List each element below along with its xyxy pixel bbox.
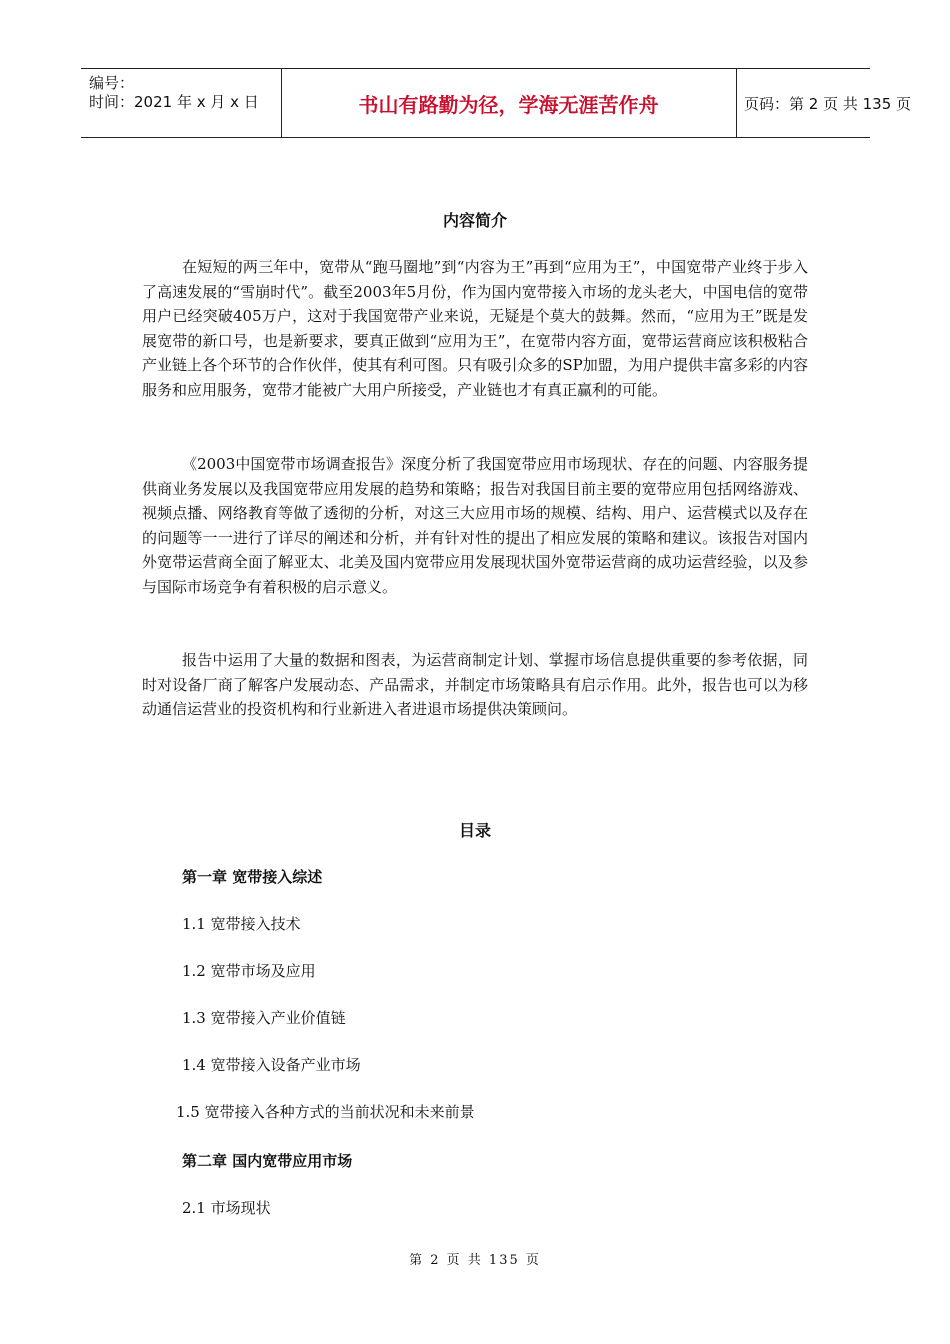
toc-chapter: 第一章 宽带接入综述 [182, 868, 323, 886]
header-motto-cell [281, 69, 737, 137]
intro-title: 内容简介 [442, 211, 507, 230]
toc-section: 1.3 宽带接入产业价值链 [182, 1009, 346, 1027]
intro-paragraph: 在短短的两三年中，宽带从“跑马圈地”到“内容为王”再到“应用为王”，中国宽带产业终于步入了高速发展的“雪崩时代”。截至2003年5月份，作为国内宽带接入市场的龙头老大，中国电信的宽带用户已经突破405万户，这对于我国宽带产业来说，无疑是个莫大的鼓舞。然而，“应用为王”既是发展宽带的新口号，也是新要求，要真正做到“应用为王”，在宽带内容方面，宽带运营商应该积极粘合产业链上各个环节的合作伙伴，使其有利可图。只有吸引众多的SP加盟，为用户提供丰富多彩的内容服务和应用服务，宽带才能被广大用户所接受，产业链也才有真正赢利的可能。 [142, 258, 808, 399]
header-page-info: 页码：第 2 页 共 135 页 [744, 95, 912, 113]
toc-section: 1.2 宽带市场及应用 [182, 962, 316, 980]
header-info-cell [81, 69, 282, 137]
toc-chapter: 第二章 国内宽带应用市场 [182, 1152, 353, 1170]
document-header [81, 68, 912, 138]
intro-paragraph: 《2003中国宽带市场调查报告》深度分析了我国宽带应用市场现状、存在的问题、内容服务提供商业务发展以及我国宽带应用发展的趋势和策略；报告对我国目前主要的宽带应用包括网络游戏、视频点播、网络教育等做了透彻的分析，对这三大应用市场的规模、结构、用户、运营模式以及存在的问题等一一进行了详尽的阐述和分析，并有针对性的提出了相应发展的策略和建议。该报告对国内外宽带运营商全面了解亚太、北美及国内宽带应用发展现状国外宽带运营商的成功运营经验，以及参与国际市场竞争有着积极的启示意义。 [142, 455, 808, 596]
toc-section: 1.5 宽带接入各种方式的当前状况和未来前景 [176, 1103, 475, 1121]
header-page-cell [736, 69, 912, 137]
toc-section: 1.4 宽带接入设备产业市场 [182, 1056, 361, 1074]
header-motto: 书山有路勤为径，学海无涯苦作舟 [358, 93, 659, 117]
intro-paragraph: 报告中运用了大量的数据和图表，为运营商制定计划、掌握市场信息提供重要的参考依据，同时对设备厂商了解客户发展动态、产品需求，并制定市场策略具有启示作用。此外，报告也可以为移动通信运营业的投资机构和行业新进入者进退市场提供决策顾问。 [142, 651, 808, 718]
toc-section: 2.1 市场现状 [182, 1199, 271, 1217]
toc-section: 1.1 宽带接入技术 [182, 915, 301, 933]
document-date-label: 时间：2021 年 x 月 x 日 [89, 93, 259, 111]
document-number-label: 编号： [89, 74, 135, 92]
page-footer: 第 2 页 共 135 页 [409, 1253, 541, 1268]
toc-title: 目录 [458, 821, 491, 840]
